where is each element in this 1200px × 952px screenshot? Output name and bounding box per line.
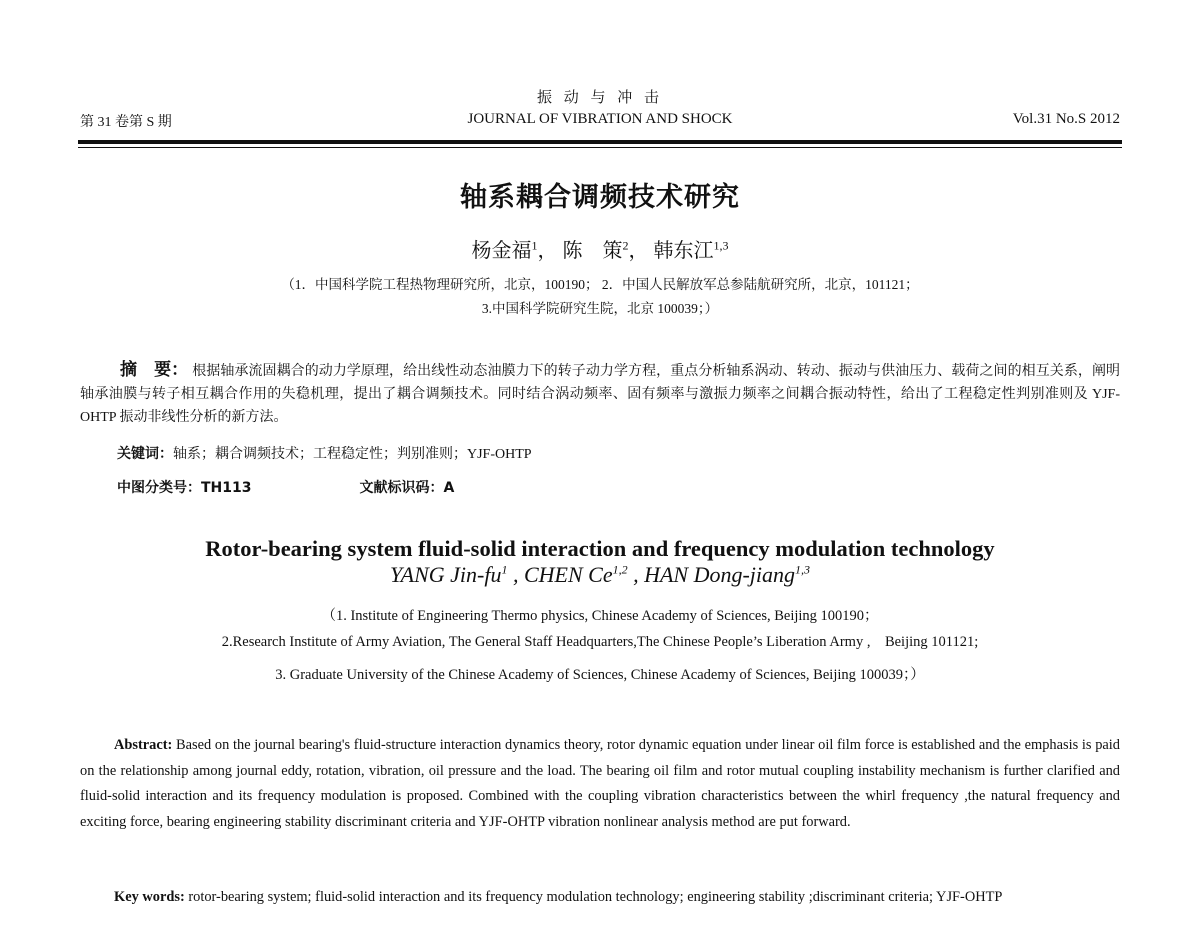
affiliation-cn-line: （1．中国科学院工程热物理研究所，北京，100190； 2．中国人民解放军总参陆航研究所，北京，101121； (281, 277, 919, 292)
paper-title-en: Rotor-bearing system fluid-solid interaction and frequency modulation technology (205, 536, 995, 561)
author-separator: , (627, 562, 645, 587)
author-separator: ， (537, 240, 563, 262)
affiliation-en-line: 3. Graduate University of the Chinese Academy of Sciences, Chinese Academy of Sciences, Beijing 100039；） (275, 667, 925, 683)
keywords-en-text: rotor-bearing system; fluid-solid interaction and its frequency modulation technology; engineering stability ;discriminant criteria; YJF-OHTP (188, 889, 1003, 905)
author-affil-sup: 2 (622, 238, 629, 253)
volume-en: Vol.31 No.S 2012 (1012, 111, 1120, 127)
abstract-en (80, 733, 1120, 835)
header-rule-thin (78, 147, 1122, 148)
abstract-en-text: Based on the journal bearing's fluid-structure interaction dynamics theory, rotor dynamic equation under linear oil film force is established and the emphasis is paid on the relationship among journal eddy, rotation, vibration, oil pressure and the load. The bearing oil film and rotor mutual coupling instability mechanism is further clarified and fluid-solid interaction and its frequency modulation is proposed. Combined with the coupling vibration characteristics between the whirl frequency ,the natural frequency and exciting force, bearing engineering stability discriminant criteria and YJF-OHTP vibration nonlinear analysis method are put forward. (80, 737, 1120, 830)
author-affil-sup: 1 (531, 238, 538, 253)
affiliation-en-line: 2.Research Institute of Army Aviation, The General Staff Headquarters,The Chinese People’s Liberation Army , Beijing 101121; (221, 634, 979, 650)
paper-title-cn: 轴系耦合调频技术研究 (460, 182, 740, 213)
affiliation-en-line: （1. Institute of Engineering Thermo physics, Chinese Academy of Sciences, Beijing 100190； (321, 608, 879, 624)
doc-code-label: 文献标识码： (359, 480, 444, 496)
authors-en (0, 562, 1200, 588)
author-cn: 陈 策 (562, 240, 623, 262)
author-en: HAN Dong-jiang (644, 562, 796, 587)
author-affil-sup: 1 (501, 562, 508, 577)
journal-name-en: JOURNAL OF VIBRATION AND SHOCK (467, 111, 733, 127)
affiliation-cn-line: 3.中国科学院研究生院，北京 100039；） (481, 301, 719, 316)
author-en: CHEN Ce (523, 562, 613, 587)
running-header (80, 111, 1120, 133)
author-separator: , (507, 562, 524, 587)
author-cn: 韩东江 (653, 240, 714, 262)
keywords-cn (117, 443, 532, 463)
doc-code-value: A (443, 480, 455, 496)
clc-label: 中图分类号： (117, 480, 201, 496)
author-cn: 杨金福 (471, 240, 532, 262)
keywords-cn-text: 轴系；耦合调频技术；工程稳定性；判别准则；YJF-OHTP (173, 447, 532, 462)
keywords-en (80, 885, 1120, 910)
abstract-cn-label: 摘 要： (120, 360, 189, 380)
author-en: YANG Jin-fu (389, 562, 502, 587)
keywords-en-label: Key words: (114, 889, 185, 905)
abstract-cn-text: 根据轴承流固耦合的动力学原理，给出线性动态油膜力下的转子动力学方程，重点分析轴系涡动、转动、振动与供油压力、载荷之间的相互关系，阐明轴承油膜与转子相互耦合作用的失稳机理，提出了耦合调频技术。同时结合涡动频率、固有频率与激振力频率之间耦合振动特性，给出了工程稳定性判别准则及 YJF-OHTP 振动非线性分析的新方法。 (80, 364, 1120, 425)
author-affil-sup: 1,2 (612, 562, 628, 577)
issue-cn: 第 31 卷第 S 期 (80, 115, 172, 130)
abstract-cn (80, 359, 1120, 429)
clc-value: TH113 (201, 480, 252, 496)
classification-cn (117, 477, 454, 497)
author-separator: ， (628, 240, 654, 262)
authors-cn (0, 234, 1200, 263)
journal-name-cn: 振 动 与 冲 击 (536, 90, 663, 106)
author-affil-sup: 1,3 (713, 238, 729, 253)
keywords-cn-label: 关键词： (117, 446, 173, 462)
abstract-en-label: Abstract: (114, 737, 173, 753)
header-rule-thick (78, 140, 1122, 144)
author-affil-sup: 1,3 (795, 562, 811, 577)
